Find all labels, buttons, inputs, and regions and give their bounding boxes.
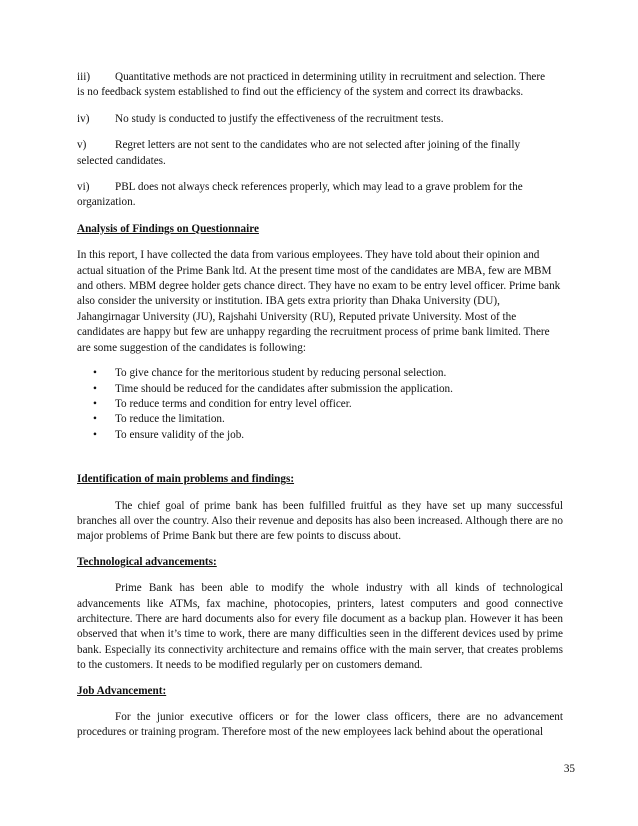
item-number: iii) (77, 71, 91, 83)
item-text: Quantitative methods are not practiced in determining utility in recruitment and selection. There (115, 71, 546, 83)
document-page (77, 70, 563, 751)
item-text-continuation: is no feedback system established to find out the efficiency of the system and correct its drawbacks. (77, 86, 524, 99)
item-text-continuation: organization. (77, 196, 136, 209)
suggestion-list (77, 366, 563, 443)
identification-heading: Identification of main problems and findings: (77, 473, 295, 486)
list-item: • To reduce terms and condition for entry level officer. (77, 397, 563, 412)
analysis-paragraph: In this report, I have collected the data from various employees. They have told about their opinion and actual situation of the Prime Bank ltd. At the present time most of the candidates are MBA, few are MBM and others. MBM degree holder gets chance direct. They have no exam to be entry level officer. Prime bank also consider the university or institution. IBA gets extra priority than Dhaka University (DU), Jahangirnagar University (JU), Rajshahi University (RU), Reputed private University. Most of the candidates are happy but few are unhappy regarding the recruitment process of prime bank limited. There are some suggestion of the candidates is following: (77, 249, 561, 354)
bullet-icon: • (93, 397, 97, 410)
page-number: 35 (563, 763, 575, 775)
technological-heading: Technological advancements: (77, 555, 217, 568)
analysis-heading: Analysis of Findings on Questionnaire (77, 222, 259, 235)
item-text: Regret letters are not sent to the candidates who are not selected after joining of the finally (115, 139, 521, 152)
finding-item-vi (77, 180, 563, 211)
finding-item-iii (77, 70, 563, 101)
bullet-icon: • (93, 382, 97, 395)
list-item: • To reduce the limitation. (77, 412, 563, 427)
technological-paragraph: Prime Bank has been able to modify the whole industry with all kinds of technological advancements like ATMs, fax machine, photocopies, printers, latest computers and good connective architecture. There are hard documents also for every file document as a backup plan. However it has been observed that when it’s time to work, there are many difficulties seen in the different devices used by prime bank. Especially its connectivity architecture and remains office with the main server, that creates problems to the customers. It needs to be modified regularly per on customers demand. (77, 582, 563, 672)
list-item: • Time should be reduced for the candidates after submission the application. (77, 382, 563, 397)
finding-item-v (77, 138, 563, 169)
finding-item-iv (77, 112, 563, 127)
job-advancement-paragraph: For the junior executive officers or for the lower class officers, there are no advancement procedures or training program. Therefore most of the new employees lack behind about the operational (77, 711, 563, 739)
identification-paragraph: The chief goal of prime bank has been fulfilled fruitful as they have set up many successful branches all over the country. Also their revenue and deposits has also been increased. Although there are no major problems of Prime Bank but there are few points to discuss about. (77, 499, 563, 543)
list-item: • To ensure validity of the job. (77, 428, 563, 443)
bullet-icon: • (93, 367, 97, 380)
bullet-icon: • (93, 413, 97, 426)
item-text: PBL does not always check references properly, which may lead to a grave problem for the (115, 181, 523, 194)
list-item: • To give chance for the meritorious student by reducing personal selection. (77, 366, 563, 381)
item-number: v) (77, 139, 87, 152)
item-number: iv) (77, 112, 90, 125)
spacer (77, 453, 563, 472)
item-text-continuation: selected candidates. (77, 154, 166, 167)
bullet-icon: • (93, 428, 97, 441)
item-text: No study is conducted to justify the effectiveness of the recruitment tests. (115, 112, 444, 125)
job-advancement-heading: Job Advancement: (77, 684, 167, 697)
item-number: vi) (77, 181, 90, 194)
